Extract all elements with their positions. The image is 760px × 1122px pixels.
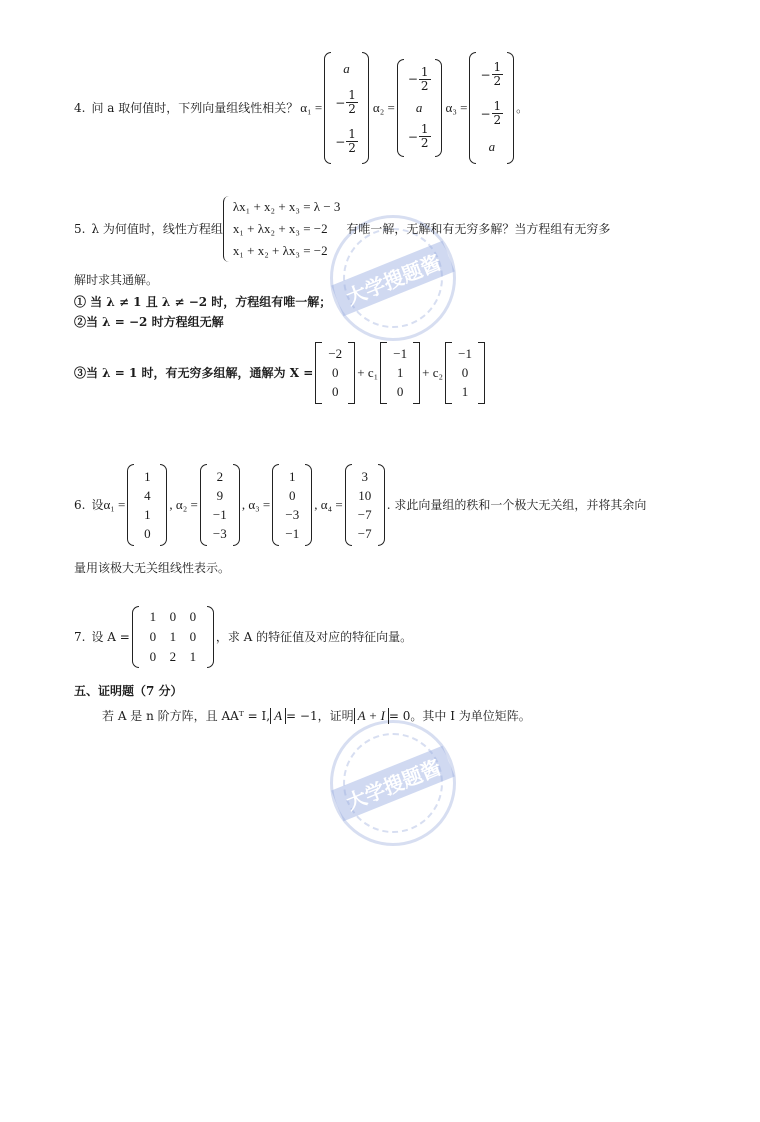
question-6 (74, 462, 646, 548)
q5-eq1: λx₁ + x₂ + x₃ = λ − 3 (232, 199, 341, 214)
q5-answer-2: ②当 λ = −2 时方程组无解 (74, 315, 224, 329)
q6-vector-alpha4: 3 10 −7 −7 (345, 464, 385, 546)
section5-text3: = 0。其中 I 为单位矩阵。 (388, 709, 531, 723)
section5-text1: 若 A 是 n 阶方阵，且 AAᵀ = I, (102, 709, 271, 723)
question-4 (74, 50, 528, 166)
section5-text2: = −1，证明 (286, 709, 354, 723)
q6-vector-alpha2: 2 9 −1 −3 (200, 464, 240, 546)
q5-text-after: 有唯一解，无解和有无穷多解？当方程组有无穷多 (346, 222, 611, 236)
watermark-stamp-2 (330, 720, 456, 846)
q5-answer-3 (74, 340, 487, 406)
q5-equation-system (223, 196, 341, 262)
q6-alpha3-label: , α₃ = (241, 497, 271, 512)
q4-vector-alpha3: − $\frac{1}{2}$ − $\frac{1}{2}$ a (469, 52, 514, 164)
q5-eq3: x₁ + x₂ + λx₃ = −2 (232, 243, 328, 258)
q4-alpha1-label: α₁ = (300, 100, 323, 115)
q6-text: . 求此向量组的秩和一个极大无关组，并将其余向 (386, 498, 647, 512)
q6-alpha2-label: , α₂ = (169, 497, 198, 512)
q6-vector-alpha1: 1 4 1 0 (127, 464, 167, 546)
q6-number: 6. (74, 498, 86, 512)
watermark-text: 大学搜题酱 (331, 240, 455, 316)
q7-pre: 设 A = (91, 630, 130, 644)
q6-text-line2: 量用该极大无关组线性表示。 (74, 561, 231, 575)
q5-answer-1: ① 当 λ ≠ 1 且 λ ≠ −2 时，方程组有唯一解； (74, 295, 332, 309)
q6-alpha4-label: , α₄ = (314, 497, 343, 512)
q5-eq2: x₁ + λx₂ + x₃ = −2 (232, 221, 328, 236)
q4-end: 。 (516, 101, 529, 115)
q6-vector-alpha3: 1 0 −3 −1 (272, 464, 312, 546)
q4-vector-alpha1: a − $\frac{1}{2}$ − $\frac{1}{2}$ (324, 52, 369, 164)
q6-alpha1-label: α₁ = (103, 497, 126, 512)
q5-vector-particular: −2 0 0 (315, 342, 355, 404)
q5-vector-basis1: −1 1 0 (380, 342, 420, 404)
q6-pre: 设 (91, 498, 104, 512)
q5-vector-basis2: −1 0 1 (445, 342, 485, 404)
question-5 (74, 196, 610, 262)
question-7 (74, 606, 412, 668)
section5-title: 五、证明题（7 分） (74, 684, 183, 698)
watermark-text: 大学搜题酱 (331, 745, 455, 821)
q5-answer-3-text: ③当 λ = 1 时，有无穷多组解，通解为 X = (74, 366, 314, 380)
q7-matrix-A: 1 0 0 0 1 0 0 2 1 (132, 606, 214, 668)
q4-alpha3-label: α₃ = (445, 100, 468, 115)
q5-text-line2: 解时求其通解。 (74, 273, 159, 287)
q4-number: 4. (74, 101, 86, 115)
q7-text: ，求 A 的特征值及对应的特征向量。 (215, 630, 413, 644)
q5-number: 5. (74, 222, 86, 236)
q5-c1: + c₁ (357, 365, 379, 380)
section5-problem (102, 708, 531, 724)
section5-det-A: A (270, 708, 286, 724)
q4-alpha2-label: α₂ = (372, 100, 395, 115)
q7-number: 7. (74, 630, 86, 644)
q5-text-before: λ 为何值时，线性方程组 (91, 222, 223, 236)
q5-c2: + c₂ (422, 365, 444, 380)
section5-det-A-plus-I: A + I (354, 708, 389, 724)
q4-text: 问 a 取何值时，下列向量组线性相关？ (91, 101, 299, 115)
q4-vector-alpha2: − $\frac{1}{2}$ a − $\frac{1}{2}$ (397, 59, 442, 157)
